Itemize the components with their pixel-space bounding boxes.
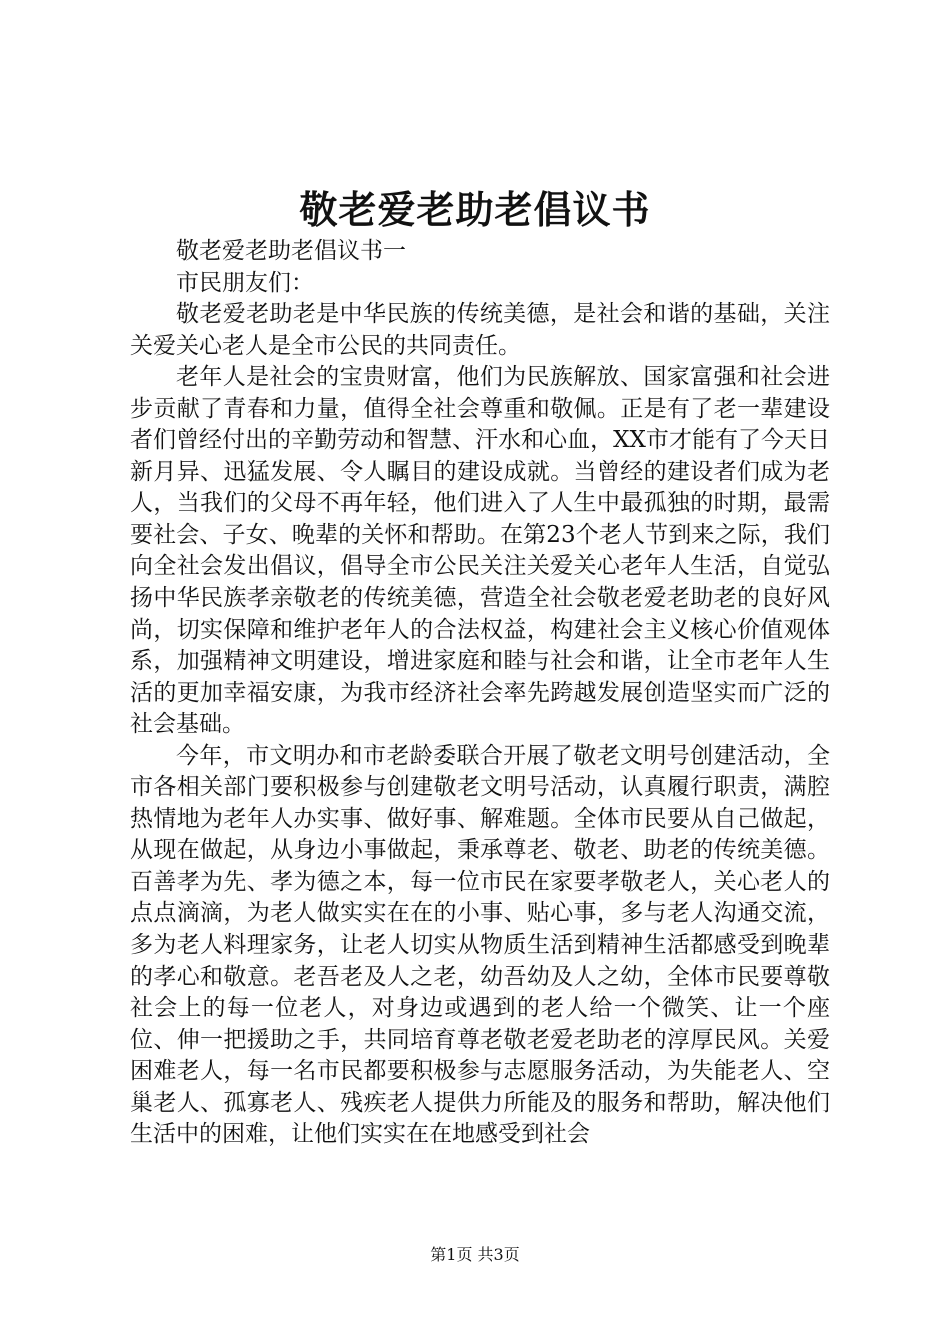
document-body [130,236,830,1151]
document-title: 敬老爱老助老倡议书 [299,187,651,232]
paragraph-1: 敬老爱老助老是中华民族的传统美德，是社会和谐的基础，关注关爱关心老人是全市公民的共同责任。 [130,301,830,359]
page-footer: 第1页 共3页 [430,1245,520,1264]
subtitle-line: 敬老爱老助老倡议书一 [176,238,406,264]
paragraph-2: 老年人是社会的宝贵财富，他们为民族解放、国家富强和社会进步贡献了青春和力量，值得全社会尊重和敬佩。正是有了老一辈建设者们曾经付出的辛勤劳动和智慧、汗水和心血，XX市才能有了今天日新月异、迅猛发展、令人瞩目的建设成就。当曾经的建设者们成为老人，当我们的父母不再年轻，他们进入了人生中最孤独的时期，最需要社会、子女、晚辈的关怀和帮助。在第23个老人节到来之际，我们向全社会发出倡议，倡导全市公民关注关爱关心老年人生活，自觉弘扬中华民族孝亲敬老的传统美德，营造全社会敬老爱老助老的良好风尚，切实保障和维护老年人的合法权益，构建社会主义核心价值观体系，加强精神文明建设，增进家庭和睦与社会和谐，让全市老年人生活的更加幸福安康，为我市经济社会率先跨越发展创造坚实而广泛的社会基础。 [130,364,830,738]
salutation-line: 市民朋友们： [176,269,314,296]
paragraph-3: 今年，市文明办和市老龄委联合开展了敬老文明号创建活动，全市各相关部门要积极参与创建敬老文明号活动，认真履行职责，满腔热情地为老年人办实事、做好事、解难题。全体市民要从自己做起，从现在做起，从身边小事做起，秉承尊老、敬老、助老的传统美德。百善孝为先、孝为德之本，每一位市民在家要孝敬老人，关心老人的点点滴滴，为老人做实实在在的小事、贴心事，多与老人沟通交流，多为老人料理家务，让老人切实从物质生活到精神生活都感受到晚辈的孝心和敬意。老吾老及人之老，幼吾幼及人之幼，全体市民要尊敬社会上的每一位老人，对身边或遇到的老人给一个微笑、让一个座位、伸一把援助之手，共同培育尊老敬老爱老助老的淳厚民风。关爱困难老人，每一名市民都要积极参与志愿服务活动，为失能老人、空巢老人、孤寡老人、残疾老人提供力所能及的服务和帮助，解决他们生活中的困难，让他们实实在在地感受到社会 [130,742,830,1148]
